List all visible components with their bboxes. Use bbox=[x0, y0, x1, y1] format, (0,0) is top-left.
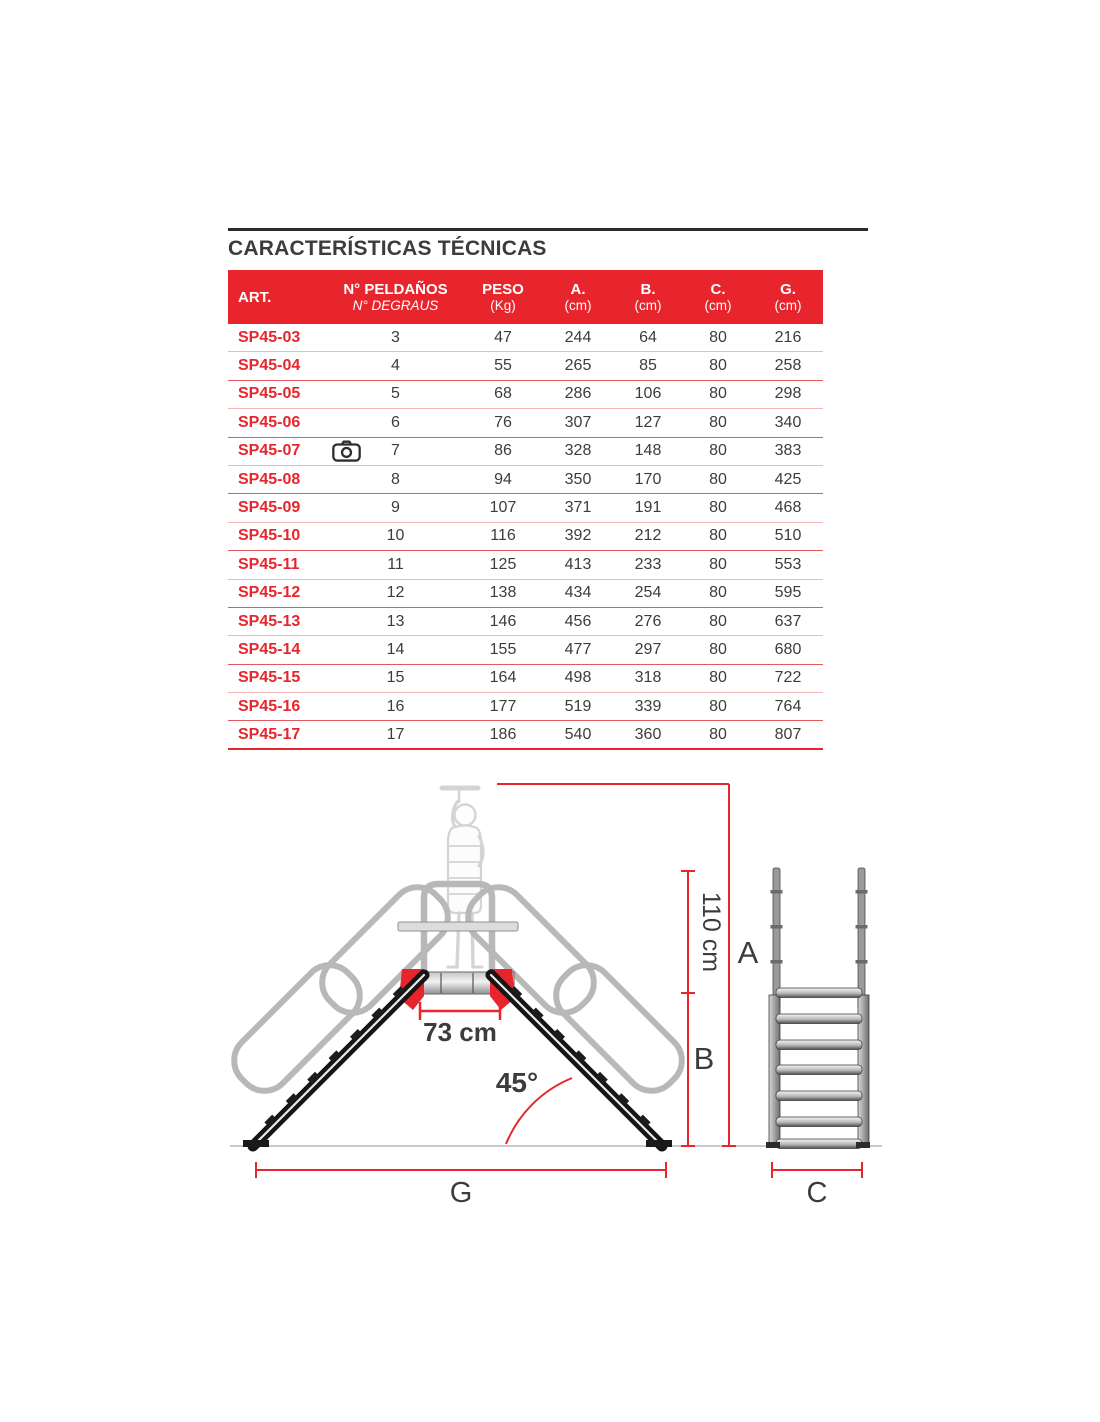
cell-c: 80 bbox=[709, 385, 727, 403]
cell-peso: 177 bbox=[489, 697, 517, 715]
cell-steps-value: 8 bbox=[391, 470, 400, 488]
cell-steps-value: 13 bbox=[386, 612, 405, 630]
cell-steps-value: 3 bbox=[391, 328, 400, 346]
cell-steps-value: 15 bbox=[386, 669, 405, 687]
cell-art: SP45-10 bbox=[238, 527, 301, 545]
cell-steps bbox=[328, 726, 463, 744]
table-row bbox=[228, 438, 823, 466]
cell-peso: 76 bbox=[494, 413, 512, 431]
cell-c: 80 bbox=[709, 697, 727, 715]
cell-art: SP45-11 bbox=[238, 555, 300, 573]
cell-peso: 146 bbox=[489, 612, 517, 630]
cell-b: 148 bbox=[634, 442, 662, 460]
dim-c-line bbox=[772, 1162, 862, 1178]
cell-c: 80 bbox=[709, 499, 727, 517]
cell-art: SP45-13 bbox=[238, 612, 301, 630]
cell-steps bbox=[328, 641, 463, 659]
table-row bbox=[228, 409, 823, 437]
cell-steps bbox=[328, 499, 463, 517]
cell-b: 64 bbox=[639, 328, 657, 346]
cell-peso: 86 bbox=[494, 442, 512, 460]
cell-c: 80 bbox=[709, 442, 727, 460]
left-lower-rail bbox=[223, 954, 370, 1101]
cell-g: 764 bbox=[774, 697, 802, 715]
table-row bbox=[228, 466, 823, 494]
label-dim-g: G bbox=[449, 1177, 473, 1209]
post-clamps bbox=[771, 890, 868, 964]
cell-a: 434 bbox=[564, 584, 592, 602]
technical-diagram bbox=[0, 770, 1100, 1230]
cell-peso: 116 bbox=[490, 527, 516, 545]
cell-steps bbox=[328, 414, 463, 432]
cell-steps bbox=[328, 471, 463, 489]
cell-g: 425 bbox=[774, 470, 802, 488]
cell-steps-value: 9 bbox=[391, 499, 400, 517]
cell-art: SP45-16 bbox=[238, 697, 301, 715]
cell-b: 254 bbox=[634, 584, 662, 602]
table-row bbox=[228, 551, 823, 579]
cell-steps bbox=[328, 357, 463, 375]
label-dim-b: B bbox=[693, 1041, 715, 1076]
worker-head bbox=[455, 805, 476, 826]
cell-steps bbox=[328, 584, 463, 602]
stair-steps bbox=[264, 986, 650, 1126]
cell-steps-value: 10 bbox=[386, 527, 405, 545]
cell-art: SP45-09 bbox=[238, 499, 301, 517]
cell-peso: 68 bbox=[494, 385, 512, 403]
front-treads bbox=[776, 988, 862, 1149]
cell-art: SP45-06 bbox=[238, 413, 301, 431]
cell-art: SP45-03 bbox=[238, 328, 301, 346]
cell-b: 318 bbox=[634, 669, 662, 687]
cell-c: 80 bbox=[709, 612, 727, 630]
cell-c: 80 bbox=[709, 584, 727, 602]
header-g: G. (cm) bbox=[774, 280, 802, 313]
cell-peso: 125 bbox=[489, 555, 517, 573]
cell-a: 519 bbox=[564, 697, 592, 715]
cell-art: SP45-08 bbox=[238, 470, 301, 488]
cell-c: 80 bbox=[709, 669, 727, 687]
cell-g: 807 bbox=[774, 725, 802, 743]
cell-c: 80 bbox=[709, 555, 727, 573]
dim-110-line bbox=[681, 871, 695, 993]
cell-steps-value: 11 bbox=[387, 555, 404, 573]
cell-art: SP45-12 bbox=[238, 584, 301, 602]
cell-steps-value: 14 bbox=[386, 640, 405, 658]
label-dim-c: C bbox=[806, 1177, 828, 1209]
right-foot bbox=[646, 1140, 672, 1147]
cell-steps-value: 7 bbox=[391, 442, 400, 460]
right-upper-rail bbox=[457, 876, 604, 1023]
cell-a: 286 bbox=[564, 385, 592, 403]
cell-c: 80 bbox=[709, 357, 727, 375]
cell-b: 191 bbox=[634, 499, 662, 517]
cell-peso: 164 bbox=[489, 669, 517, 687]
cell-b: 170 bbox=[634, 470, 662, 488]
cell-art: SP45-14 bbox=[238, 640, 301, 658]
cell-b: 360 bbox=[634, 725, 662, 743]
cell-steps bbox=[328, 442, 463, 460]
cell-c: 80 bbox=[709, 328, 727, 346]
table-row bbox=[228, 693, 823, 721]
cell-b: 106 bbox=[634, 385, 662, 403]
cell-c: 80 bbox=[709, 640, 727, 658]
dim-g-line bbox=[256, 1162, 666, 1178]
cell-g: 637 bbox=[774, 612, 802, 630]
front-right-foot bbox=[856, 1142, 870, 1148]
table-row bbox=[228, 665, 823, 693]
cell-c: 80 bbox=[709, 527, 727, 545]
cell-g: 216 bbox=[774, 328, 802, 346]
cell-b: 233 bbox=[634, 555, 662, 573]
left-upper-rail bbox=[311, 876, 458, 1023]
table-row bbox=[228, 721, 823, 749]
cell-a: 328 bbox=[564, 442, 592, 460]
spec-table bbox=[228, 270, 823, 750]
table-row bbox=[228, 608, 823, 636]
label-angle: 45° bbox=[495, 1067, 539, 1098]
table-row bbox=[228, 381, 823, 409]
cell-peso: 47 bbox=[494, 328, 512, 346]
table-row bbox=[228, 523, 823, 551]
front-view-ladder bbox=[766, 868, 870, 1149]
cell-b: 276 bbox=[634, 612, 662, 630]
cell-g: 468 bbox=[774, 499, 802, 517]
cell-a: 413 bbox=[564, 555, 592, 573]
cell-c: 80 bbox=[709, 470, 727, 488]
cell-steps bbox=[328, 613, 463, 631]
table-row bbox=[228, 636, 823, 664]
left-foot bbox=[243, 1140, 269, 1147]
cell-a: 371 bbox=[564, 499, 592, 517]
cell-c: 80 bbox=[709, 725, 727, 743]
cell-b: 127 bbox=[634, 413, 662, 431]
cell-steps bbox=[328, 527, 463, 545]
cell-peso: 186 bbox=[489, 725, 517, 743]
cell-peso: 94 bbox=[494, 470, 512, 488]
cell-art: SP45-04 bbox=[238, 357, 301, 375]
cell-art: SP45-15 bbox=[238, 669, 301, 687]
cell-a: 392 bbox=[564, 527, 592, 545]
table-row bbox=[228, 352, 823, 380]
cell-b: 85 bbox=[639, 357, 657, 375]
cell-b: 212 bbox=[634, 527, 662, 545]
cell-g: 510 bbox=[774, 527, 802, 545]
cell-g: 595 bbox=[774, 584, 802, 602]
cell-g: 680 bbox=[774, 640, 802, 658]
cell-steps-value: 5 bbox=[391, 385, 400, 403]
top-rule bbox=[228, 228, 868, 231]
cell-steps bbox=[328, 385, 463, 403]
cell-steps-value: 4 bbox=[391, 357, 400, 375]
cell-steps-value: 16 bbox=[386, 697, 405, 715]
front-right-post bbox=[858, 868, 865, 1008]
cell-c: 80 bbox=[709, 413, 727, 431]
header-steps: N° PELDAÑOS N° DEGRAUS bbox=[343, 280, 448, 313]
header-c: C. (cm) bbox=[704, 280, 732, 313]
cell-g: 722 bbox=[774, 669, 802, 687]
cell-steps bbox=[328, 556, 463, 574]
cell-a: 350 bbox=[564, 470, 592, 488]
cell-peso: 138 bbox=[489, 584, 517, 602]
front-left-post bbox=[773, 868, 780, 1008]
table-row bbox=[228, 580, 823, 608]
header-art: ART. bbox=[238, 288, 272, 306]
cell-steps bbox=[328, 329, 463, 347]
camera-icon bbox=[332, 440, 361, 462]
table-row bbox=[228, 494, 823, 522]
cell-b: 297 bbox=[634, 640, 662, 658]
cell-art: SP45-17 bbox=[238, 725, 301, 743]
cell-peso: 55 bbox=[494, 357, 512, 375]
table-body bbox=[228, 324, 823, 750]
label-guard-height: 110 cm bbox=[697, 891, 725, 973]
cell-a: 307 bbox=[564, 413, 592, 431]
cell-a: 456 bbox=[564, 612, 592, 630]
cell-steps bbox=[328, 669, 463, 687]
header-b: B. (cm) bbox=[634, 280, 662, 313]
table-row bbox=[228, 324, 823, 352]
guard-mid-bar bbox=[398, 922, 518, 931]
cell-a: 477 bbox=[564, 640, 592, 658]
cell-steps-value: 17 bbox=[386, 725, 405, 743]
cell-peso: 107 bbox=[489, 499, 517, 517]
page-title: CARACTERÍSTICAS TÉCNICAS bbox=[228, 237, 547, 260]
cell-a: 540 bbox=[564, 725, 592, 743]
cell-g: 258 bbox=[774, 357, 802, 375]
cell-a: 498 bbox=[564, 669, 592, 687]
header-peso: PESO (Kg) bbox=[482, 280, 524, 313]
label-platform-width: 73 cm bbox=[423, 1017, 497, 1047]
cell-steps-value: 12 bbox=[386, 584, 405, 602]
cell-peso: 155 bbox=[489, 640, 517, 658]
cell-g: 383 bbox=[774, 442, 802, 460]
table-header bbox=[228, 270, 823, 324]
cell-art: SP45-07 bbox=[238, 442, 301, 460]
cell-a: 244 bbox=[564, 328, 592, 346]
cell-a: 265 bbox=[564, 357, 592, 375]
cell-steps-value: 6 bbox=[391, 413, 400, 431]
cell-g: 298 bbox=[774, 385, 802, 403]
cell-g: 340 bbox=[774, 413, 802, 431]
cell-steps bbox=[328, 698, 463, 716]
cell-art: SP45-05 bbox=[238, 385, 301, 403]
cell-b: 339 bbox=[634, 697, 662, 715]
header-a: A. (cm) bbox=[564, 280, 592, 313]
front-left-foot bbox=[766, 1142, 780, 1148]
cell-g: 553 bbox=[774, 555, 802, 573]
label-dim-a: A bbox=[737, 935, 759, 970]
